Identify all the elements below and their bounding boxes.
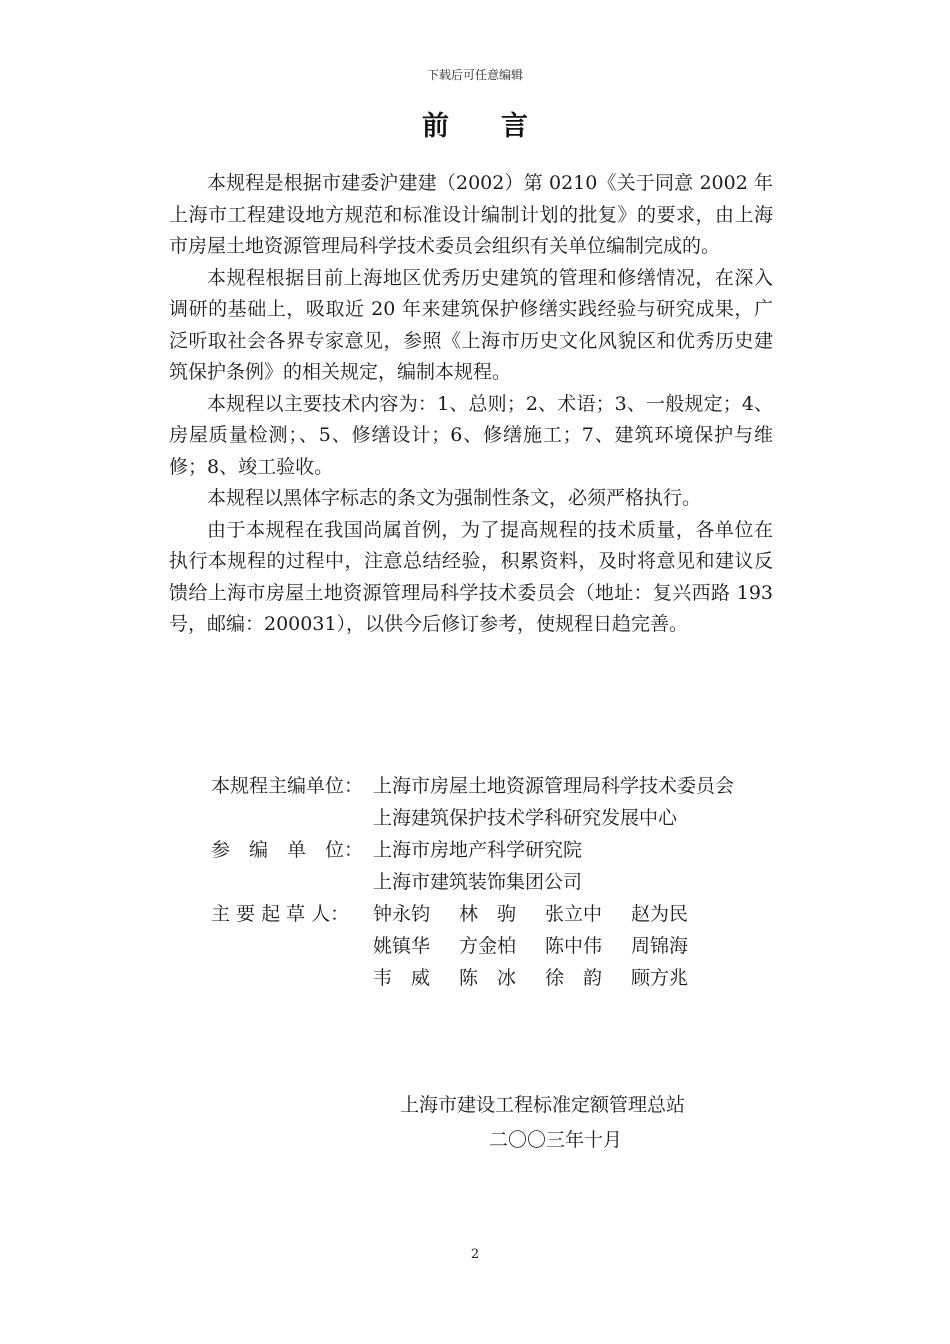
participant-row (211, 834, 791, 898)
drafter-name: 顾方兆 (631, 967, 689, 989)
drafter-name: 赵为民 (631, 903, 689, 925)
drafter-names (373, 898, 791, 994)
chief-editor-label: 本规程主编单位： (211, 775, 364, 797)
drafter-name: 林 驹 (459, 903, 517, 925)
paragraph: 由于本规程在我国尚属首例，为了提高规程的技术质量，各单位在执行本规程的过程中，注意总结经验，积累资料，及时将意见和建议反馈给上海市房屋土地资源管理局科学技术委员会（地址：复兴西路 193 号，邮编：200031），以供今后修订参考，使规程日趋完善。 (169, 518, 773, 635)
publisher: 上海市建设工程标准定额管理总站 (400, 1094, 686, 1116)
drafter-name: 徐 韵 (545, 967, 603, 989)
preface-body (169, 168, 773, 641)
drafter-name-row (373, 898, 791, 930)
drafter-row (211, 898, 791, 994)
drafter-name-row (373, 930, 791, 962)
drafter-name: 陈中伟 (545, 935, 603, 957)
participant-unit: 上海市房地产科学研究院 (373, 839, 583, 861)
drafter-label: 主 要 起 草 人： (211, 903, 350, 925)
drafter-name: 钟永钧 (373, 903, 431, 925)
chief-editor-unit: 上海市房屋土地资源管理局科学技术委员会 (373, 775, 735, 797)
participant-label: 参 编 单 位： (211, 839, 364, 861)
paragraph: 本规程以黑体字标志的条文为强制性条文，必须严格执行。 (207, 487, 702, 509)
publication-date: 二〇〇三年十月 (489, 1129, 623, 1151)
participant-unit: 上海市建筑装饰集团公司 (373, 871, 583, 893)
paragraph: 本规程以主要技术内容为：1、总则；2、术语；3、一般规定；4、房屋质量检测；、5、修缮设计；6、修缮施工；7、建筑环境保护与维修；8、竣工验收。 (169, 392, 773, 478)
page-number: 2 (470, 1247, 480, 1262)
drafter-name-row (373, 962, 791, 994)
participant-units (373, 834, 791, 898)
credits-block (211, 770, 791, 994)
drafter-name: 张立中 (545, 903, 603, 925)
paragraph: 本规程是根据市建委沪建建（2002）第 0210《关于同意 2002 年上海市工程建设地方规范和标准设计编制计划的批复》的要求，由上海市房屋土地资源管理局科学技术委员会组织有关单位编制完成的。 (169, 172, 773, 257)
paragraph: 本规程根据目前上海地区优秀历史建筑的管理和修缮情况，在深入调研的基础上，吸取近 20 年来建筑保护修缮实践经验与研究成果，广泛听取社会各界专家意见，参照《上海市历史文化风貌区和优秀历史建筑保护条例》的相关规定，编制本规程。 (169, 266, 773, 383)
drafter-name: 陈 冰 (459, 967, 517, 989)
drafter-name: 姚镇华 (373, 935, 431, 957)
drafter-name: 方金柏 (459, 935, 517, 957)
page-title: 前言 (422, 111, 580, 142)
chief-editor-row (211, 770, 791, 834)
drafter-name: 周锦海 (631, 935, 689, 957)
drafter-name: 韦 威 (373, 967, 431, 989)
header-note: 下载后可任意编辑 (426, 68, 523, 82)
chief-editor-units (373, 770, 791, 834)
chief-editor-unit: 上海建筑保护技术学科研究发展中心 (373, 807, 678, 829)
